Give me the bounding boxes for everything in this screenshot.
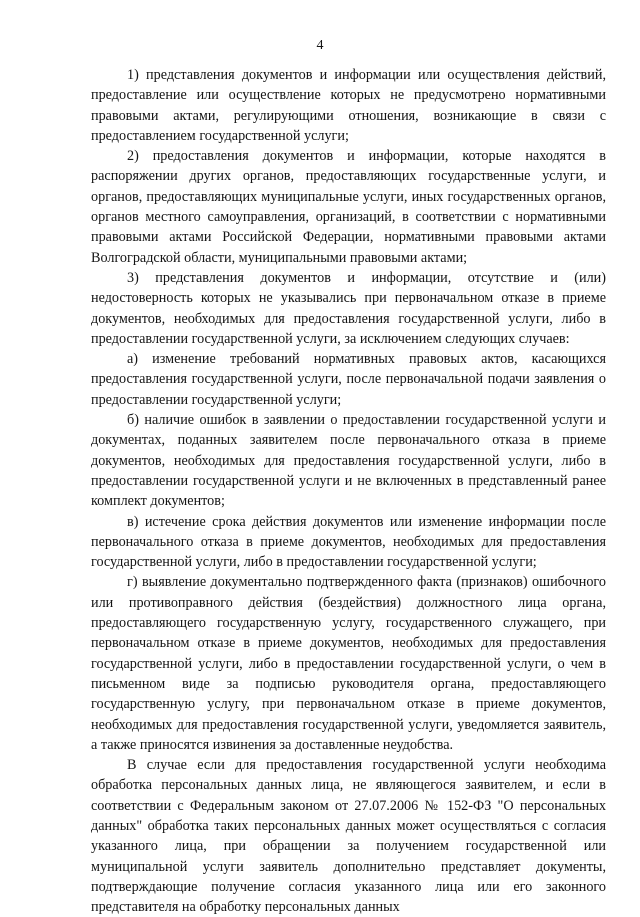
paragraph-subitem-g: г) выявление документально подтвержденного факта (признаков) ошибочного или противоправного действия (бездействия) должностного лица органа, предоставляющего государственную услугу, государственного служащего, при первоначальном отказе в приеме документов, необходимых для предоставления государственной услуги, либо в предоставлении государственной услуги, о чем в письменном виде за подписью руководителя органа, предоставляющего государственную услугу, при первоначальном отказе в приеме документов, необходимых для предоставления государственной услуги, уведомляется заявитель, а также приносятся извинения за доставленные неудобства. xyxy=(91,574,606,753)
paragraph-item-1: 1) представления документов и информации или осуществления действий, предоставление или осуществление которых не предусмотрено нормативными правовыми актами, регулирующими отношения, возникающие в связи с предоставлением государственной услуги; xyxy=(91,67,606,144)
paragraph-item-2: 2) предоставления документов и информации, которые находятся в распоряжении других органов, предоставляющих государственные услуги, и органов, предоставляющих муниципальные услуги, иных государственных органов, органов местного самоуправления, организаций, в соответствии с нормативными правовыми актами Российской Федерации, нормативными правовыми актами Волгоградской области, муниципальными правовыми актами; xyxy=(91,148,606,266)
paragraph-subitem-v: в) истечение срока действия документов или изменение информации после первоначального отказа в приеме документов, необходимых для предоставления государственной услуги, либо в предоставлении государственной услуги; xyxy=(91,513,606,571)
page-number: 4 xyxy=(316,38,324,53)
paragraph-personal-data: В случае если для предоставления государственной услуги необходима обработка персональных данных лица, не являющегося заявителем, и если в соответствии с Федеральным законом от 27.07.2006 № 152-ФЗ "О персональных данных" обработка таких персональных данных может осуществляться с согласия указанного лица, при обращении за получением государственной или муниципальной услуги заявитель дополнительно представляет документы, подтверждающие получение согласия указанного лица или его законного представителя на обработку персональных данных xyxy=(91,757,606,916)
paragraph-item-3: 3) представления документов и информации, отсутствие и (или) недостоверность которых не указывались при первоначальном отказе в приеме документов, необходимых для предоставления государственной услуги, либо в предоставлении государственной услуги, за исключением следующих случаев: xyxy=(91,269,606,347)
document-body xyxy=(91,65,606,917)
paragraph-subitem-a: а) изменение требований нормативных правовых актов, касающихся предоставления государственной услуги, после первоначальной подачи заявления о предоставлении государственной услуги; xyxy=(91,351,606,408)
paragraph-subitem-b: б) наличие ошибок в заявлении о предоставлении государственной услуги и документах, поданных заявителем после первоначального отказа в приеме документов, необходимых для предоставления государственной услуги, либо в предоставлении государственной услуги и не включенных в представленный ранее комплект документов; xyxy=(91,412,606,510)
